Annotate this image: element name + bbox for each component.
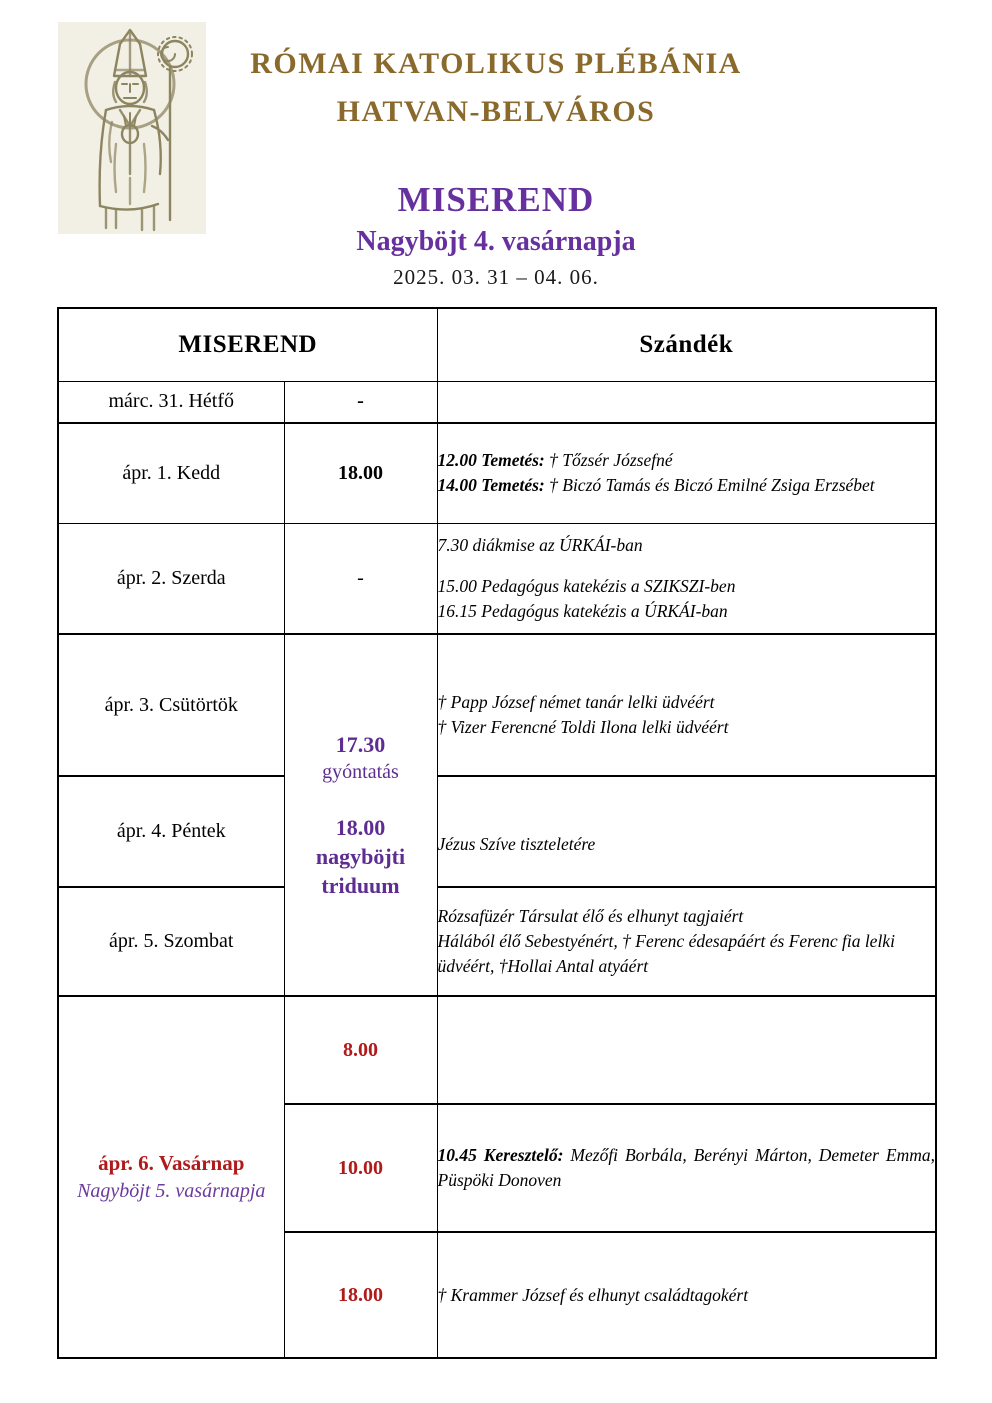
day-cell-wednesday: ápr. 2. Szerda <box>58 523 284 634</box>
table-row <box>58 776 936 887</box>
intention-line: Hálából élő Sebestyénért, † Ferenc édesapáért és Ferenc fia lelki üdvéért, †Hollai Antal atyáért <box>437 931 895 976</box>
intention-cell-sunday-18 <box>437 1232 936 1358</box>
table-header-szandek: Szándék <box>437 308 936 381</box>
intention-line: † Krammer József és elhunyt családtagokért <box>437 1284 749 1305</box>
intention-cell-saturday <box>437 887 936 996</box>
intention-line: † Papp József német tanár lelki üdvéért <box>437 692 715 713</box>
intention-cell-friday <box>437 776 936 887</box>
intention-cell-thursday <box>437 634 936 776</box>
intention-line: Jézus Szíve tiszteletére <box>437 834 596 855</box>
bishop-emblem-icon <box>58 22 206 234</box>
day-cell-friday: ápr. 4. Péntek <box>58 776 284 887</box>
triduum-label-line2: triduum <box>321 872 400 898</box>
org-name-line1: RÓMAI KATOLIKUS PLÉBÁNIA <box>250 47 742 80</box>
intention-line: 10.45 Keresztelő: Mezőfi Borbála, Berényi Márton, Demeter Emma, Püspöki Donoven <box>437 1145 935 1190</box>
day-cell-saturday: ápr. 5. Szombat <box>58 887 284 996</box>
day-cell-monday: márc. 31. Hétfő <box>58 381 284 423</box>
day-cell-tuesday: ápr. 1. Kedd <box>58 423 284 523</box>
intention-cell-sunday-10 <box>437 1104 936 1232</box>
table-row <box>58 381 936 423</box>
time-cell-sunday-18: 18.00 <box>284 1232 437 1358</box>
sunday-day-label: ápr. 6. Vasárnap <box>98 1151 245 1176</box>
triduum-label-line1: nagyböjti <box>315 843 406 869</box>
table-row <box>58 423 936 523</box>
day-cell-sunday <box>58 996 284 1358</box>
date-range: 2025. 03. 31 – 04. 06. <box>393 265 599 289</box>
intention-line: 12.00 Temetés: † Tőzsér Józsefné <box>437 450 673 471</box>
intention-cell-wednesday <box>437 523 936 634</box>
intention-cell-monday <box>437 381 936 423</box>
parish-logo <box>58 22 206 234</box>
intention-cell-tuesday <box>437 423 936 523</box>
confession-time: 17.30 <box>335 732 386 758</box>
page-title: MISEREND <box>397 180 595 219</box>
page-subtitle: Nagyböjt 4. vasárnapja <box>356 226 636 257</box>
confession-triduum-cell <box>284 634 437 996</box>
intention-cell-sunday-8 <box>437 996 936 1104</box>
intention-line: 14.00 Temetés: † Biczó Tamás és Biczó Emilné Zsiga Erzsébet <box>437 475 875 496</box>
day-cell-thursday: ápr. 3. Csütörtök <box>58 634 284 776</box>
intention-line: † Vizer Ferencné Toldi Ilona lelki üdvéért <box>437 717 729 737</box>
intention-line: 15.00 Pedagógus katekézis a SZIKSZI-ben <box>437 575 736 596</box>
table-row <box>58 996 936 1104</box>
intention-line: Rózsafüzér Társulat élő és elhunyt tagjaiért <box>437 906 744 927</box>
time-cell-tuesday: 18.00 <box>284 423 437 523</box>
org-name-line2: HATVAN-BELVÁROS <box>336 95 656 128</box>
table-row <box>58 523 936 634</box>
intention-line: 7.30 diákmise az ÚRKÁI-ban <box>437 534 643 555</box>
table-row <box>58 887 936 996</box>
intention-line: 16.15 Pedagógus katekézis a ÚRKÁI-ban <box>437 600 728 621</box>
confession-label: gyóntatás <box>322 761 399 784</box>
table-header-miserend: MISEREND <box>58 308 437 381</box>
mass-schedule-table <box>57 307 937 1359</box>
time-cell-monday: - <box>284 381 437 423</box>
triduum-time: 18.00 <box>335 814 386 840</box>
sunday-liturgical-label: Nagyböjt 5. vasárnapja <box>77 1179 266 1202</box>
time-cell-sunday-10: 10.00 <box>284 1104 437 1232</box>
table-row <box>58 634 936 776</box>
time-cell-sunday-8: 8.00 <box>284 996 437 1104</box>
time-cell-wednesday: - <box>284 523 437 634</box>
